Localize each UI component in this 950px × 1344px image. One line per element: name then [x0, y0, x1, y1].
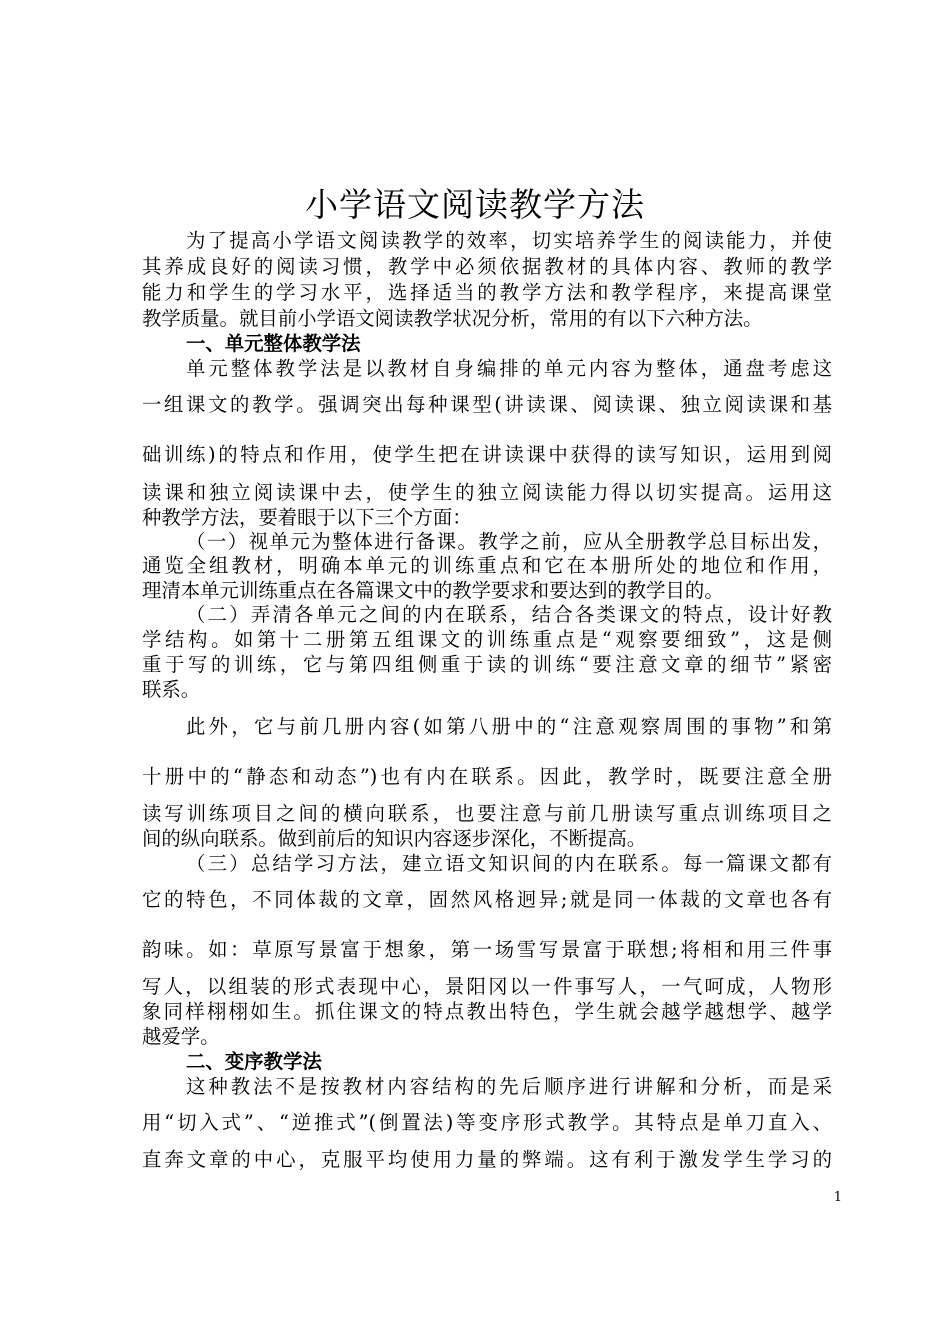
paragraph-line: 写人，以组装的形式表现中心，景阳冈以一件事写人，一气呵成，人物形 — [142, 975, 832, 998]
paragraph-line: 读写训练项目之间的横向联系，也要注意与前几册读写重点训练项目之 — [142, 802, 832, 825]
paragraph-line: 一组课文的教学。强调突出每种课型(讲读课、阅读课、独立阅读课和基 — [142, 393, 832, 416]
paragraph-line: 间的纵向联系。做到前后的知识内容逐步深化，不断提高。 — [142, 827, 647, 850]
paragraph-line: 种教学方法，要着眼于以下三个方面： — [142, 506, 472, 529]
page-number: 1 — [833, 1190, 842, 1205]
section-heading: 二、变序教学法 — [186, 1050, 322, 1073]
page-title: 小学语文阅读教学方法 — [305, 185, 645, 224]
paragraph-line: 韵味。如：草原写景富于想象，第一场雪写景富于联想;将相和用三件事 — [142, 938, 832, 961]
paragraph-line: 能力和学生的学习水平，选择适当的教学方法和教学程序，来提高课堂 — [142, 281, 832, 304]
paragraph-line: 越爱学。 — [142, 1025, 220, 1048]
paragraph-line: 通览全组教材，明确本单元的训练重点和它在本册所处的地位和作用， — [142, 554, 832, 577]
paragraph-line: 础训练)的特点和作用，使学生把在讲读课中获得的读写知识，运用到阅 — [142, 443, 832, 466]
paragraph-line: 用“切入式”、“逆推式”(倒置法)等变序形式教学。其特点是单刀直入、 — [142, 1111, 832, 1134]
paragraph-line: 此外，它与前几册内容(如第八册中的“注意观察周围的事物”和第 — [186, 715, 832, 738]
paragraph-line: 其养成良好的阅读习惯，教学中必须依据教材的具体内容、教师的教学 — [142, 255, 832, 278]
paragraph-line: （三）总结学习方法，建立语文知识间的内在联系。每一篇课文都有 — [186, 852, 832, 875]
paragraph-line: 学结构。如第十二册第五组课文的训练重点是“观察要细致”，这是侧 — [142, 628, 832, 651]
paragraph-line: 理清本单元训练重点在各篇课文中的教学要求和要达到的教学目的。 — [142, 579, 724, 602]
paragraph-line: 为了提高小学语文阅读教学的效率，切实培养学生的阅读能力，并使 — [186, 229, 832, 252]
paragraph-line: 它的特色，不同体裁的文章，固然风格迥异;就是同一体裁的文章也各有 — [142, 888, 832, 911]
paragraph-line: 这种教法不是按教材内容结构的先后顺序进行讲解和分析，而是采 — [186, 1075, 832, 1098]
paragraph-line: 读课和独立阅读课中去，使学生的独立阅读能力得以切实提高。运用这 — [142, 481, 832, 504]
section-heading: 一、单元整体教学法 — [186, 332, 361, 355]
paragraph-line: 十册中的“静态和动态”)也有内在联系。因此，教学时，既要注意全册 — [142, 765, 832, 788]
paragraph-line: 教学质量。就目前小学语文阅读教学状况分析，常用的有以下六种方法。 — [142, 307, 763, 330]
paragraph-line: 单元整体教学法是以教材自身编排的单元内容为整体，通盘考虑这 — [186, 357, 832, 380]
paragraph-line: 联系。 — [142, 678, 201, 701]
paragraph-line: （二）弄清各单元之间的内在联系，结合各类课文的特点，设计好教 — [186, 603, 832, 626]
paragraph-line: 象同样栩栩如生。抓住课文的特点教出特色，学生就会越学越想学、越学 — [142, 1000, 832, 1023]
paragraph-line: 重于写的训练，它与第四组侧重于读的训练“要注意文章的细节”紧密 — [142, 653, 832, 676]
paragraph-line: 直奔文章的中心，克服平均使用力量的弊端。这有利于激发学生学习的 — [142, 1148, 832, 1171]
paragraph-line: （一）视单元为整体进行备课。教学之前，应从全册教学总目标出发， — [186, 530, 832, 553]
